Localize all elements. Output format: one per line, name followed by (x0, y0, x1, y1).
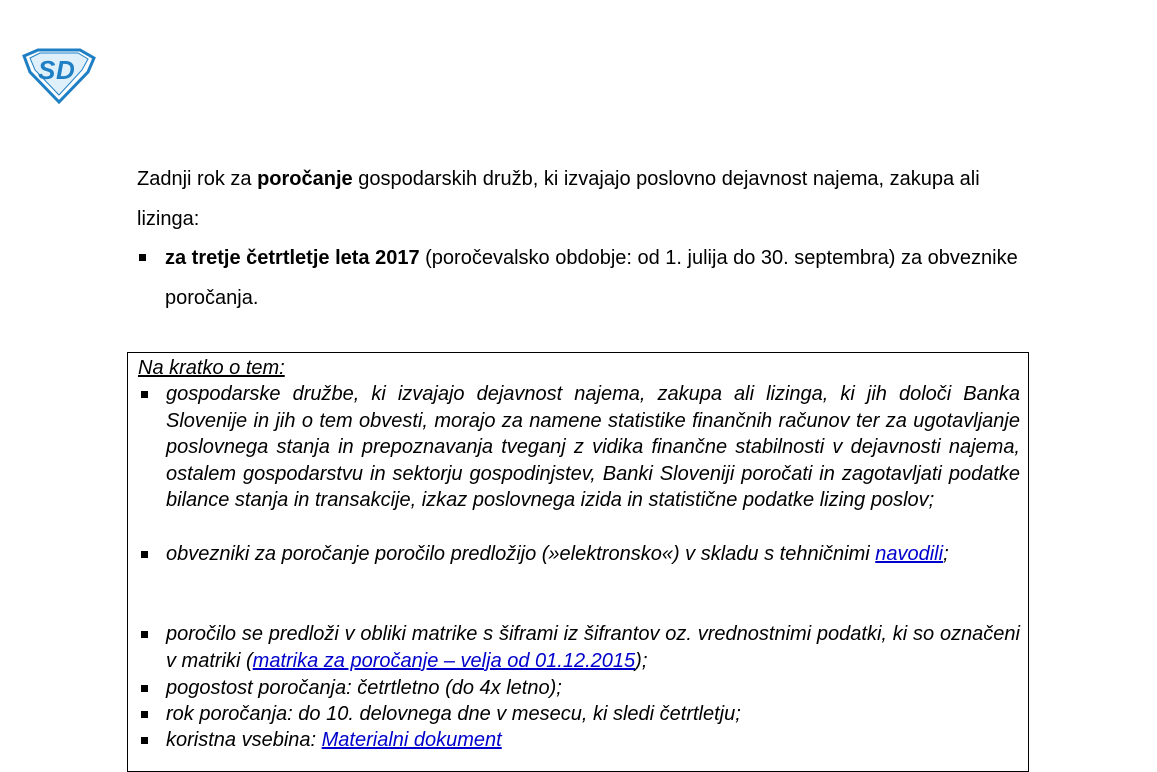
deadline-bold: za tretje četrtletje leta 2017 (165, 247, 420, 269)
materialni-dokument-link[interactable]: Materialni dokument (321, 729, 502, 751)
company-logo (22, 48, 96, 104)
bullet-square-icon (141, 685, 148, 692)
intro-prefix: Zadnji rok za (137, 168, 258, 190)
svg-text:D: D (56, 55, 75, 85)
summary-title: Na kratko o tem: (138, 357, 285, 379)
bullet-square-icon (141, 551, 148, 558)
bullet-square-icon (141, 631, 148, 638)
deadline-rest: (poročevalsko obdobje: od 1. julija do 30. septembra) za obveznike poročanja. (165, 247, 1018, 309)
svg-text:S: S (38, 55, 56, 85)
navodili-link[interactable]: navodili (875, 543, 944, 565)
bullet-square-icon (139, 254, 146, 261)
intro-paragraph (137, 159, 1027, 239)
bullet-square-icon (141, 711, 148, 718)
bullet-square-icon (141, 391, 148, 398)
intro-bold: poročanje (257, 168, 353, 190)
intro-suffix: gospodarskih družb, ki izvajajo poslovno dejavnost najema, zakupa ali lizinga: (137, 168, 980, 230)
summary-box: Na kratko o tem: gospodarske družbe, ki izvajajo dejavnost najema, zakupa ali lizinga, ki jih določi Banka Slovenije in jih o tem obvesti, morajo za namene statistike finančnih računov ter za ugotavljanje poslovnega stanja in prepoznavanja tveganj z vidika finančne stabilnosti v dejavnosti najema, ostalem gospodarstvu in sektorju gospodinjstev, Banki Sloveniji poročati in zagotavljati podatke bilance stanja in transakcije, izkaz poslovnega izida in statistične podatke lizing poslov; obvezniki za poročanje poročilo predložijo (»elektronsko«) v skladu s tehničnimi navodili; poročilo se predloži v obliki matrike s šiframi iz šifrantov oz. vrednostnimi podatki, ki so označeni v matriki (matrika za poročanje – velja od 01.12.2015); pogostost poročanja: četrtletno (do 4x letno); rok poročanja: do 10. delovnega dne v mesecu, ki sledi četrtletju; koristna vsebina: Materialni dokument (127, 352, 1029, 772)
matrika-link[interactable]: matrika za poročanje – velja od 01.12.2015 (252, 649, 636, 672)
